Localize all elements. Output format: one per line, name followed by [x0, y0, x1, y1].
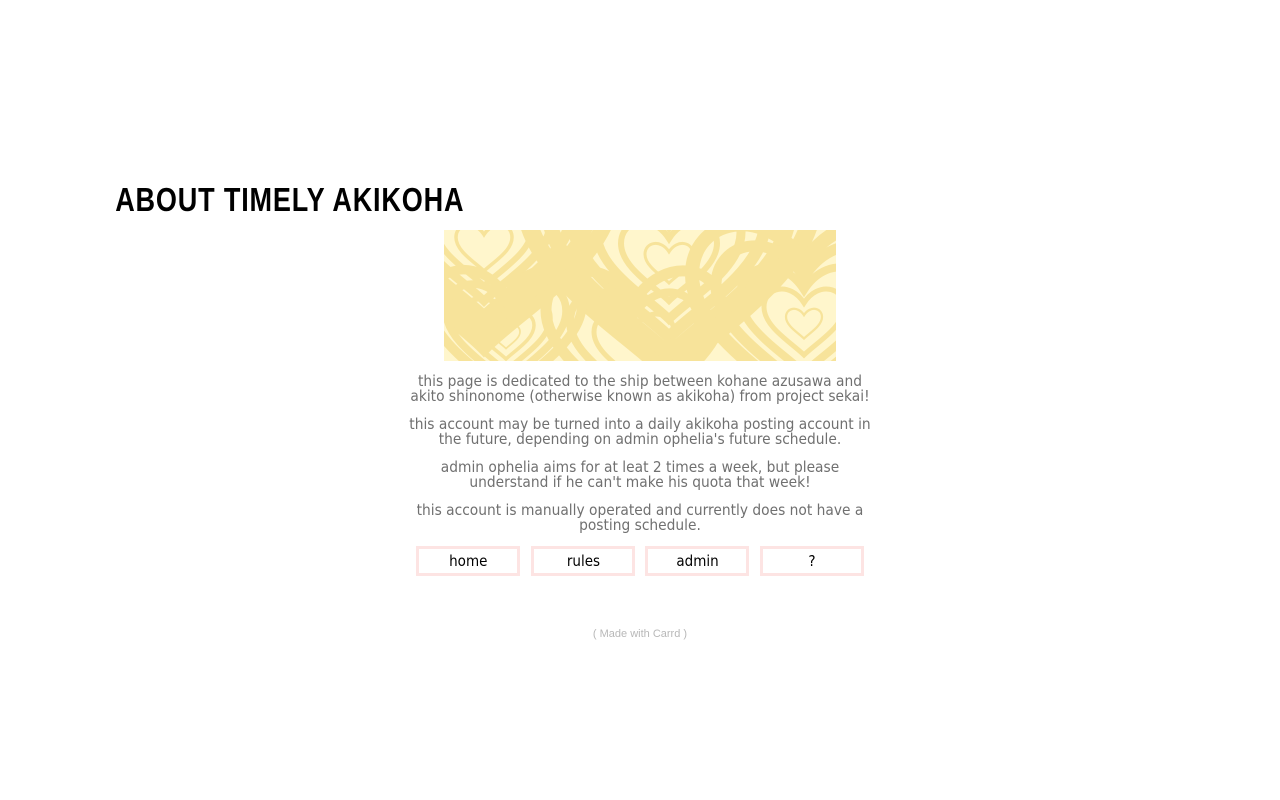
question-button-label: ?: [808, 552, 816, 570]
made-with-carrd-link[interactable]: ( Made with Carrd ): [592, 628, 688, 640]
about-paragraph-1: this page is dedicated to the ship between kohane azusawa and akito shinonome (otherwise known as akikoha) from project sekai!: [410, 372, 870, 405]
admin-button-label: admin: [675, 552, 719, 570]
page-title: ABOUT TIMELY AKIKOHA: [115, 181, 465, 218]
nav-buttons: [416, 546, 864, 576]
about-paragraph-2: this account may be turned into a daily akikoha posting account in the future, depending on admin ophelia's future schedule.: [409, 415, 871, 448]
rules-button-label: rules: [566, 552, 600, 570]
rules-button[interactable]: [531, 546, 635, 576]
home-button[interactable]: [416, 546, 520, 576]
admin-button[interactable]: [645, 546, 749, 576]
about-paragraph-3: admin ophelia aims for at leat 2 times a week, but please understand if he can't make his quota that week!: [440, 458, 840, 491]
home-button-label: home: [448, 552, 488, 570]
question-button[interactable]: [760, 546, 864, 576]
about-paragraph-4: this account is manually operated and currently does not have a posting schedule.: [416, 501, 864, 534]
heart-pattern-banner: [444, 230, 836, 361]
